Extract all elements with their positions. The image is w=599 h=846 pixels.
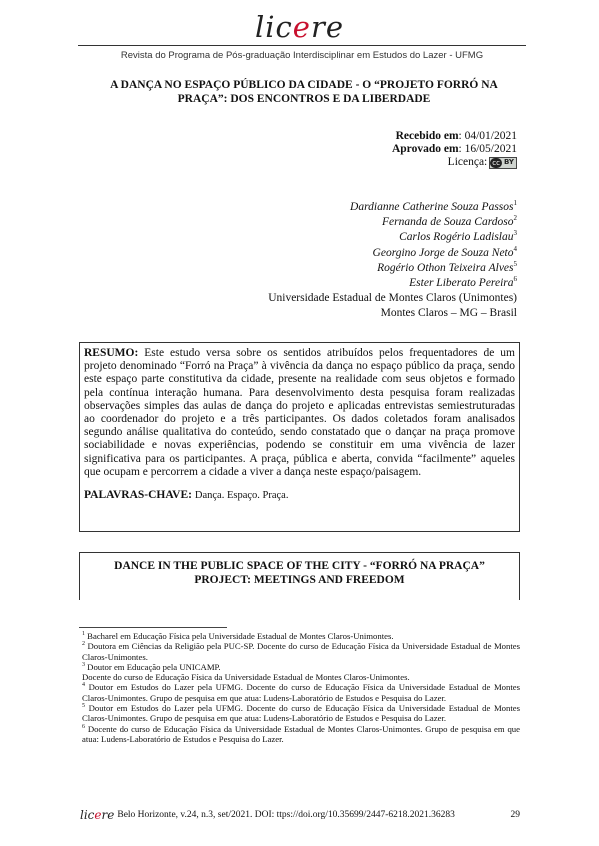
received-row bbox=[392, 130, 517, 143]
footnote-ref[interactable]: 6 bbox=[513, 275, 517, 284]
footnotes bbox=[82, 631, 520, 744]
keywords-label: PALAVRAS-CHAVE: bbox=[84, 489, 192, 502]
author-item bbox=[268, 276, 517, 291]
page-number: 29 bbox=[510, 810, 520, 820]
footnote-item bbox=[82, 703, 520, 724]
footnote-ref[interactable]: 4 bbox=[513, 244, 517, 253]
abstract-box bbox=[79, 342, 520, 532]
footnote-marker: 5 bbox=[82, 703, 85, 710]
footnote-ref[interactable]: 1 bbox=[513, 199, 517, 208]
title-pt-line-2: PRAÇA”: DOS ENCONTROS E DA LIBERDADE bbox=[177, 93, 431, 105]
location: Montes Claros – MG – Brasil bbox=[380, 307, 517, 320]
journal-subtitle: Revista do Programa de Pós-graduação Interdisciplinar em Estudos do Lazer - UFMG bbox=[120, 50, 484, 61]
page-footer bbox=[80, 808, 520, 822]
logo-text-end: re bbox=[310, 10, 344, 44]
footnote-text: Doutora em Ciências da Religião pela PUC-SP. Docente do curso de Educação Física da Universidade Estadual de Montes Claros-Unimontes. bbox=[82, 641, 521, 662]
title-pt-line-1: A DANÇA NO ESPAÇO PÚBLICO DA CIDADE - O “PROJETO FORRÓ NA bbox=[110, 79, 498, 91]
cc-by-license-icon[interactable] bbox=[489, 157, 517, 169]
footnote-rule bbox=[79, 627, 227, 628]
article-title-en bbox=[79, 552, 520, 600]
received-label: Recebido em bbox=[395, 130, 459, 142]
approved-date: : 16/05/2021 bbox=[458, 143, 517, 155]
header-rule bbox=[78, 45, 526, 46]
abstract-paragraph bbox=[84, 347, 515, 479]
footer-logo-start: lic bbox=[80, 808, 95, 822]
footnote-marker: 4 bbox=[82, 682, 85, 689]
footnote-item bbox=[82, 724, 520, 745]
submission-dates bbox=[392, 130, 517, 169]
footnote-text: Doutor em Estudos do Lazer pela UFMG. Docente do curso de Educação Física da Universidade Estadual de Montes Claros-Unimontes. Grupo de pesquisa em que atua: Ludens-Laboratório de Estudos e Pesquisa do Lazer. bbox=[82, 703, 521, 724]
footnote-continuation: Docente do curso de Educação Física da Universidade Estadual de Montes Claros-Unimontes. bbox=[82, 672, 410, 683]
author-item bbox=[268, 230, 517, 245]
author-name: Dardianne Catherine Souza Passos bbox=[350, 201, 514, 213]
footnote-marker: 6 bbox=[82, 723, 85, 730]
author-name: Ester Liberato Pereira bbox=[409, 277, 514, 290]
footer-logo bbox=[80, 808, 114, 822]
footnote-item bbox=[82, 662, 520, 672]
article-title-pt bbox=[90, 78, 518, 106]
journal-logo bbox=[0, 12, 599, 42]
footnote-item bbox=[82, 631, 520, 641]
footnote-item bbox=[82, 641, 520, 662]
title-en-line-1: DANCE IN THE PUBLIC SPACE OF THE CITY - “FORRÓ NA PRAÇA” bbox=[114, 560, 485, 572]
footer-logo-end: re bbox=[101, 808, 115, 822]
abstract-text: Este estudo versa sobre os sentidos atribuídos pelos frequentadores de um projeto denominado “Forró na Praça” à vivência da dança no espaço público da praça, sendo este espaço parte constitutiva da cidade, presente na realidade com seus objetos e formado pela contínua interação humana. Para desenvolvimento desta pesquisa foram realizadas observações simples das aulas de dança do projeto e aplicadas entrevistas semiestruturadas ao coordenador do projeto e a três participantes. Os dados coletados foram analisados segundo análise qualitativa do conteúdo, sendo constatado que o dançar na praça promove sociabilidade e novas experiências, podendo se constituir em uma vivência de lazer significativa para os participantes. A praça, pública e aberta, convida “facilmente” aqueles que ocupam e percorrem a cidade a viver a dança neste espaço/paisagem. bbox=[84, 347, 516, 478]
footnote-marker: 3 bbox=[82, 662, 85, 668]
logo-text-start: lic bbox=[255, 10, 293, 44]
author-name: Georgino Jorge de Souza Neto bbox=[372, 246, 514, 259]
author-name: Carlos Rogério Ladislau bbox=[399, 231, 514, 244]
footnote-marker: 2 bbox=[82, 641, 85, 648]
footnote-text: Doutor em Educação pela UNICAMP. bbox=[87, 661, 221, 672]
footer-logo-accent: e bbox=[94, 808, 102, 822]
cc-icon: cc bbox=[492, 158, 500, 167]
approved-label: Aprovado em bbox=[391, 143, 459, 155]
footnote-ref[interactable]: 5 bbox=[513, 259, 517, 268]
footnote-marker: 1 bbox=[82, 631, 85, 638]
author-item bbox=[268, 200, 517, 215]
footnote-ref[interactable]: 3 bbox=[513, 229, 517, 238]
footnote-text: Docente do curso de Educação Física da Universidade Estadual de Montes Claros-Unimontes. Grupo de pesquisa em que atua: Ludens-Laboratório de Estudos e Pesquisa do Lazer. bbox=[82, 723, 520, 744]
license-row bbox=[392, 156, 517, 169]
license-label: Licença: bbox=[447, 156, 488, 168]
keywords-text: Dança. Espaço. Praça. bbox=[194, 490, 289, 502]
author-name: Fernanda de Souza Cardoso bbox=[381, 216, 514, 229]
author-name: Rogério Othon Teixeira Alves bbox=[377, 261, 514, 274]
received-date: : 04/01/2021 bbox=[458, 130, 517, 142]
citation[interactable]: Belo Horizonte, v.24, n.3, set/2021. DOI: ttps://doi.org/10.35699/2447-6218.2021.36283 bbox=[117, 810, 455, 820]
author-item bbox=[268, 215, 517, 230]
author-list bbox=[268, 200, 517, 322]
abstract-label: RESUMO: bbox=[84, 347, 139, 359]
author-item bbox=[268, 261, 517, 276]
footnote-item bbox=[82, 682, 520, 703]
keywords bbox=[84, 489, 515, 502]
author-item bbox=[268, 246, 517, 261]
footnote-text: Doutor em Estudos do Lazer pela UFMG. Docente do curso de Educação Física da Universidade Estadual de Montes Claros-Unimontes. Grupo de pesquisa em que atua: Ludens-Laboratório de Estudos e Pesquisa do Lazer. bbox=[82, 682, 521, 703]
institution: Universidade Estadual de Montes Claros (Unimontes) bbox=[268, 292, 517, 305]
title-en-line-2: PROJECT: MEETINGS AND FREEDOM bbox=[194, 574, 405, 586]
logo-text-accent: e bbox=[292, 10, 311, 44]
approved-row bbox=[392, 143, 517, 156]
footnote-ref[interactable]: 2 bbox=[513, 214, 517, 223]
footnote-text: Bacharel em Educação Física pela Universidade Estadual de Montes Claros-Unimontes. bbox=[87, 631, 394, 641]
by-icon: BY bbox=[503, 158, 514, 166]
